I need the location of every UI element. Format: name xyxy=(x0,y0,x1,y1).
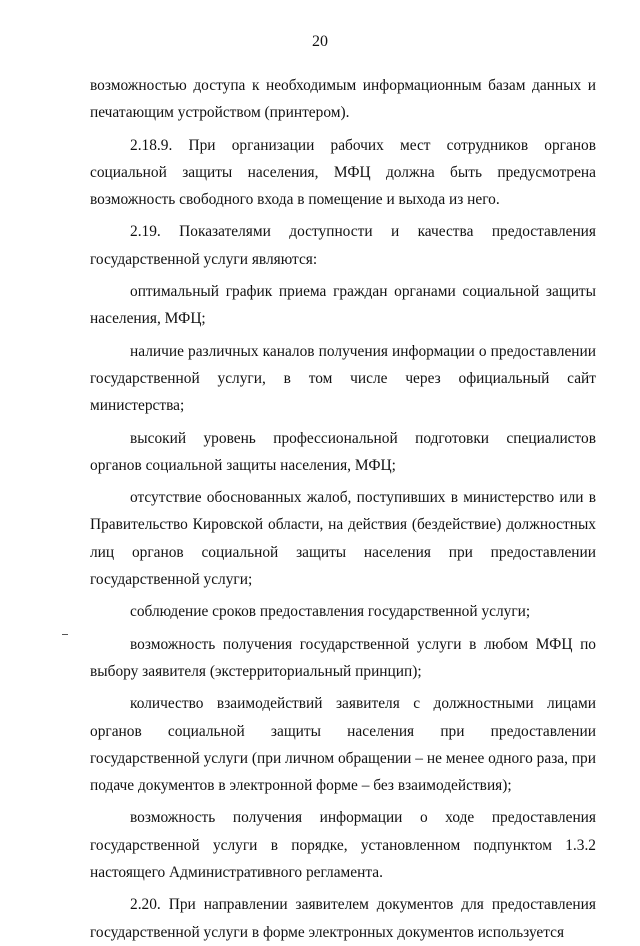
paragraph-continuation: возможностью доступа к необходимым информационным базам данных и печатающим устройством (принтером). xyxy=(90,77,596,122)
page-number: 20 xyxy=(312,33,328,50)
list-item-status-info: возможность получения информации о ходе предоставления государственной услуги в порядке, установленном подпунктом 1.3.2 настоящего Административного регламента. xyxy=(90,809,596,882)
list-item-schedule: оптимальный график приема граждан органами социальной защиты населения, МФЦ; xyxy=(90,283,596,328)
paragraph-2-20: 2.20. При направлении заявителем документов для предоставления государственной услуги в форме электронных документов используется xyxy=(90,896,596,941)
list-item-extraterritorial: возможность получения государственной услуги в любом МФЦ по выбору заявителя (экстерриториальный принцип); xyxy=(90,635,596,680)
paragraph-2-18-9: 2.18.9. При организации рабочих мест сотрудников органов социальной защиты населения, МФЦ должна быть предусмотрена возможность свободного входа в помещение и выхода из него. xyxy=(90,136,596,209)
paragraph-2-19: 2.19. Показателями доступности и качества предоставления государственной услуги являются: xyxy=(90,223,596,268)
page-body xyxy=(90,72,596,946)
list-item-complaints: отсутствие обоснованных жалоб, поступивших в министерство или в Правительство Кировской области, на действия (бездействие) должностных лиц органов социальной защиты населения при предоставлении государственной услуги; xyxy=(90,489,596,589)
margin-mark xyxy=(62,634,68,635)
list-item-channels: наличие различных каналов получения информации о предоставлении государственной услуги, в том числе через официальный сайт министерства; xyxy=(90,342,596,415)
list-item-deadlines: соблюдение сроков предоставления государственной услуги; xyxy=(130,603,531,621)
list-item-training: высокий уровень профессиональной подготовки специалистов органов социальной защиты населения, МФЦ; xyxy=(90,429,596,474)
list-item-interactions: количество взаимодействий заявителя с должностными лицами органов социальной защиты населения при предоставлении государственной услуги (при личном обращении – не менее одного раза, при подаче документов в электронной форме – без взаимодействия); xyxy=(90,695,596,795)
